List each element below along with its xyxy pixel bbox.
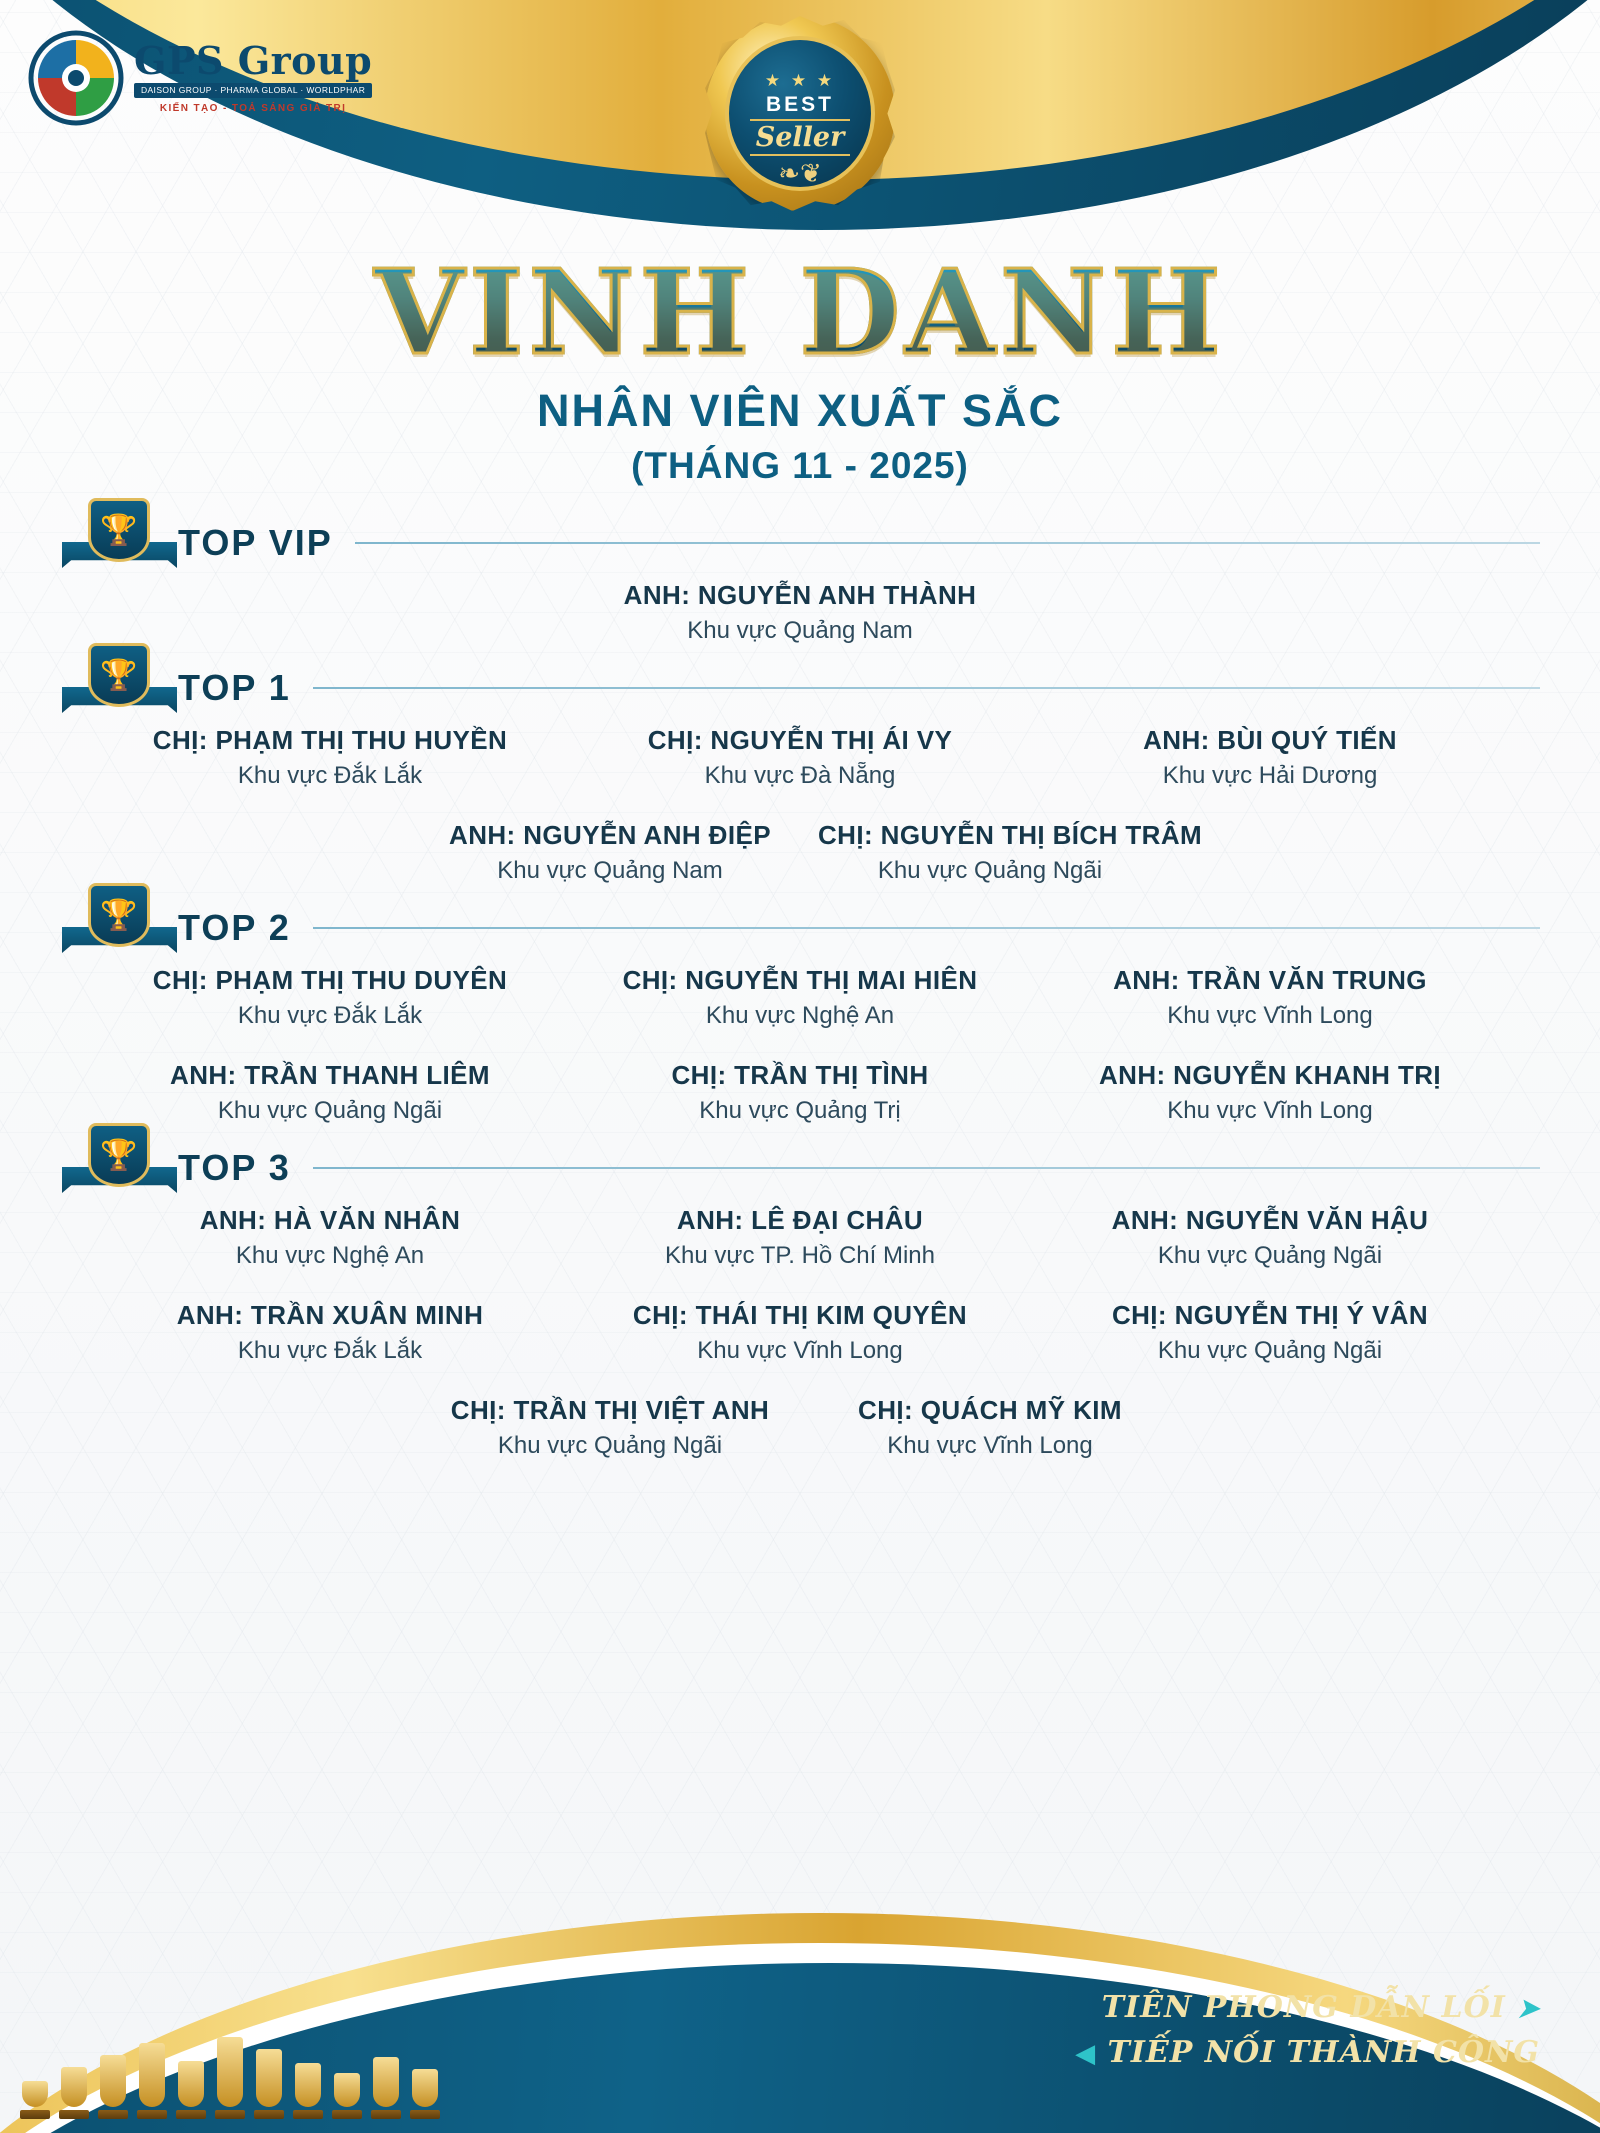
person-entry — [1035, 1300, 1505, 1365]
person-entry — [480, 580, 1120, 645]
person-entry — [1035, 1205, 1505, 1270]
shield-shape: 🏆 — [88, 1123, 150, 1187]
person-entry — [565, 1205, 1035, 1270]
person-entry — [1035, 965, 1505, 1030]
section-divider — [313, 927, 1540, 929]
section-label: TOP VIP — [178, 522, 333, 563]
person-entry — [420, 820, 800, 885]
section-label: TOP 2 — [178, 907, 291, 948]
section-divider — [355, 542, 1540, 544]
person-entry — [565, 725, 1035, 790]
person-name: ANH: HÀ VĂN NHÂN — [199, 1205, 461, 1235]
person-area: Khu vực Quảng Ngãi — [1157, 1337, 1383, 1364]
person-area: Khu vực Hải Dương — [1162, 762, 1378, 789]
shield-shape: 🏆 — [88, 643, 150, 707]
people-row — [0, 580, 1600, 645]
people-row — [0, 1060, 1600, 1125]
footer-slogan — [1075, 1985, 1540, 2075]
person-name: CHỊ: TRẦN THỊ VIỆT ANH — [450, 1395, 770, 1425]
person-area: Khu vực Quảng Nam — [497, 857, 723, 884]
person-name: ANH: NGUYỄN VĂN HẬU — [1111, 1205, 1429, 1235]
people-row — [0, 725, 1600, 790]
person-entry — [800, 820, 1203, 885]
person-name: ANH: LÊ ĐẠI CHÂU — [676, 1205, 924, 1235]
section-divider — [313, 1167, 1540, 1169]
badge-stars-icon: ★ ★ ★ — [764, 71, 836, 90]
trophy-icon — [88, 883, 150, 949]
mini-trophy-icon — [215, 2037, 245, 2119]
mini-trophy-icon — [20, 2081, 50, 2119]
title-block — [0, 245, 1600, 487]
person-name: ANH: TRẦN XUÂN MINH — [176, 1300, 484, 1330]
person-area: Khu vực Đắk Lắk — [237, 762, 423, 789]
mini-trophy-icon — [98, 2055, 128, 2119]
mini-trophy-icon — [293, 2063, 323, 2119]
best-seller-badge — [705, 16, 895, 211]
person-name: ANH: TRẦN THANH LIÊM — [170, 1060, 490, 1090]
arrow-right-icon: ➤ — [1517, 1994, 1540, 2024]
page-subtitle: NHÂN VIÊN XUẤT SẮC — [536, 385, 1064, 436]
person-name: ANH: BÙI QUÝ TIẾN — [1143, 725, 1397, 755]
people-row — [0, 1205, 1600, 1270]
person-area: Khu vực Nghệ An — [705, 1002, 895, 1029]
mini-trophy-icon — [332, 2073, 362, 2119]
shield-shape: 🏆 — [88, 498, 150, 562]
person-area: Khu vực Quảng Trị — [699, 1097, 901, 1124]
logo-slogan: KIẾN TẠO - TOẢ SÁNG GIÁ TRỊ — [159, 102, 347, 114]
person-entry — [565, 1060, 1035, 1125]
mini-trophy-icon — [410, 2069, 440, 2119]
trophy-icon — [88, 643, 150, 709]
person-name: ANH: NGUYỄN ANH THÀNH — [623, 580, 977, 610]
section-header-top-3 — [0, 1131, 1600, 1205]
person-area: Khu vực Vĩnh Long — [887, 1432, 1093, 1459]
person-entry — [95, 1060, 565, 1125]
person-name: CHỊ: TRẦN THỊ TÌNH — [671, 1060, 929, 1090]
page-period: (THÁNG 11 - 2025) — [631, 445, 969, 486]
mini-trophy-icon — [59, 2067, 89, 2119]
person-entry — [565, 1300, 1035, 1365]
person-area: Khu vực Vĩnh Long — [1167, 1002, 1373, 1029]
person-area: Khu vực TP. Hồ Chí Minh — [665, 1242, 935, 1269]
person-entry — [95, 1300, 565, 1365]
section-divider — [313, 687, 1540, 689]
person-name: ANH: TRẦN VĂN TRUNG — [1113, 965, 1427, 995]
people-row — [0, 965, 1600, 1030]
person-area: Khu vực Đắk Lắk — [237, 1337, 423, 1364]
person-area: Khu vực Quảng Ngãi — [217, 1097, 443, 1124]
person-name: CHỊ: NGUYỄN THỊ Ý VÂN — [1111, 1300, 1429, 1330]
person-entry — [420, 1395, 800, 1460]
person-name: CHỊ: PHẠM THỊ THU HUYỀN — [152, 725, 508, 755]
person-name: CHỊ: NGUYỄN THỊ BÍCH TRÂM — [818, 820, 1203, 850]
trophy-icon — [88, 498, 150, 564]
person-entry — [95, 1205, 565, 1270]
people-row — [0, 1395, 1600, 1460]
person-name: ANH: NGUYỄN ANH ĐIỆP — [449, 820, 771, 850]
mini-trophy-icon — [137, 2043, 167, 2119]
person-entry — [1035, 725, 1505, 790]
mini-trophy-icon — [176, 2061, 206, 2119]
person-area: Khu vực Vĩnh Long — [697, 1337, 903, 1364]
footer-slogan-line1-wrap — [1075, 1985, 1540, 2030]
logo-textblock — [134, 38, 373, 114]
badge-seller-label: Seller — [750, 119, 851, 156]
person-name: CHỊ: THÁI THỊ KIM QUYÊN — [632, 1300, 968, 1330]
trophy-shelf — [20, 2037, 440, 2119]
person-entry — [95, 725, 565, 790]
section-header-top-2 — [0, 891, 1600, 965]
footer-slogan-line1: TIÊN PHONG DẪN LỐI — [1101, 1990, 1506, 2025]
person-entry — [95, 965, 565, 1030]
people-row — [0, 1300, 1600, 1365]
section-label: TOP 1 — [178, 667, 291, 708]
person-area: Khu vực Đà Nẵng — [704, 762, 896, 789]
person-name: CHỊ: QUÁCH MỸ KIM — [858, 1395, 1122, 1425]
footer-slogan-line2-wrap — [1075, 2030, 1540, 2075]
mini-trophy-icon — [254, 2049, 284, 2119]
page-title: VINH DANH — [0, 255, 1600, 371]
shield-shape: 🏆 — [88, 883, 150, 947]
person-area: Khu vực Quảng Ngãi — [497, 1432, 723, 1459]
person-name: CHỊ: NGUYỄN THỊ MAI HIÊN — [622, 965, 978, 995]
section-label: TOP 3 — [178, 1147, 291, 1188]
arrow-left-icon: ◀ — [1075, 2039, 1097, 2069]
person-area: Khu vực Đắk Lắk — [237, 1002, 423, 1029]
people-row — [0, 820, 1600, 885]
person-entry — [1035, 1060, 1505, 1125]
badge-best-label: BEST — [765, 93, 834, 116]
person-area: Khu vực Quảng Ngãi — [877, 857, 1103, 884]
section-header-top-vip — [0, 506, 1600, 580]
logo-title: GPS Group — [134, 38, 373, 84]
person-area: Khu vực Nghệ An — [235, 1242, 425, 1269]
person-entry — [565, 965, 1035, 1030]
person-name: CHỊ: PHẠM THỊ THU DUYÊN — [152, 965, 508, 995]
trophy-icon — [88, 1123, 150, 1189]
person-area: Khu vực Quảng Ngãi — [1157, 1242, 1383, 1269]
person-area: Khu vực Quảng Nam — [687, 617, 913, 644]
footer-slogan-line2: TIẾP NỐI THÀNH CÔNG — [1107, 2035, 1540, 2070]
person-area: Khu vực Vĩnh Long — [1167, 1097, 1373, 1124]
section-header-top-1 — [0, 651, 1600, 725]
person-entry — [800, 1395, 1180, 1460]
sections-container — [0, 500, 1600, 1460]
laurel-wreath-icon: ❧❦ — [778, 158, 822, 188]
mini-trophy-icon — [371, 2057, 401, 2119]
logo-mark-icon — [28, 30, 124, 126]
person-name: ANH: NGUYỄN KHANH TRỊ — [1098, 1060, 1442, 1090]
company-logo — [28, 30, 372, 126]
person-name: CHỊ: NGUYỄN THỊ ÁI VY — [647, 725, 953, 755]
logo-subtitle: DAISON GROUP · PHARMA GLOBAL · WORLDPHAR — [134, 83, 372, 98]
